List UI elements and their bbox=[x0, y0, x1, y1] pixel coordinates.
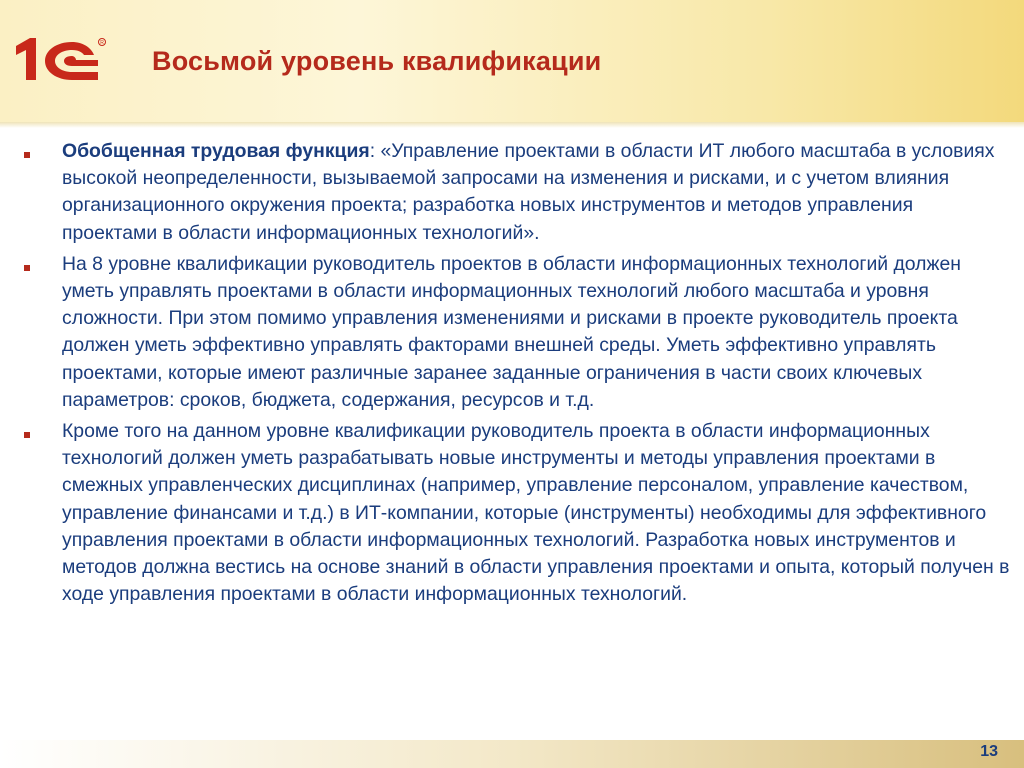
slide-footer bbox=[0, 740, 1024, 768]
square-bullet-icon bbox=[24, 152, 30, 158]
list-item-text bbox=[62, 138, 1010, 247]
list-item-lead: Обобщенная трудовая функция bbox=[62, 140, 370, 162]
list-item bbox=[20, 418, 1010, 608]
list-item bbox=[20, 138, 1010, 247]
bullet-list bbox=[20, 138, 1010, 612]
list-item-body: Кроме того на данном уровне квалификации руководитель проекта в области информационных технологий должен уметь разрабатывать новые инструменты и методы управления проектами в смежных управленческих дисциплинах (например, управление персоналом, управление качеством, управление финансами и т.д.) в ИТ-компании, которые (инструменты) необходимы для эффективного управления проектами в области информационных технологий. Разработка новых инструментов и методов должна вестись на основе знаний в области управления проектами и опыта, который получен в ходе управления проектами в области информационных технологий. bbox=[62, 420, 1010, 606]
square-bullet-icon bbox=[24, 265, 30, 271]
header-divider bbox=[0, 122, 1024, 128]
1c-logo bbox=[10, 34, 110, 86]
list-item-body: : «Управление проектами в области ИТ любого масштаба в условиях высокой неопределенности, вызываемой запросами на изменения и рисками, и с учетом влияния организационного окружения проекта; разработка новых инструментов и методов управления проектами в области информационных технологий». bbox=[62, 140, 995, 244]
page-number: 13 bbox=[980, 743, 998, 760]
list-item-body: На 8 уровне квалификации руководитель проектов в области информационных технологий должен уметь управлять проектами в области информационных технологий любого масштаба и уровня сложности. При этом помимо управления изменениями и рисками в проекте руководитель проекта должен уметь эффективно управлять факторами внешней среды. Уметь эффективно управлять проектами, которые имеют различные заранее заданные ограничения в части своих ключевых параметров: сроков, бюджета, содержания, ресурсов и т.д. bbox=[62, 252, 961, 411]
list-item bbox=[20, 251, 1010, 414]
svg-text:R: R bbox=[100, 40, 104, 46]
slide-title: Восьмой уровень квалификации bbox=[152, 46, 602, 76]
square-bullet-icon bbox=[24, 432, 30, 438]
